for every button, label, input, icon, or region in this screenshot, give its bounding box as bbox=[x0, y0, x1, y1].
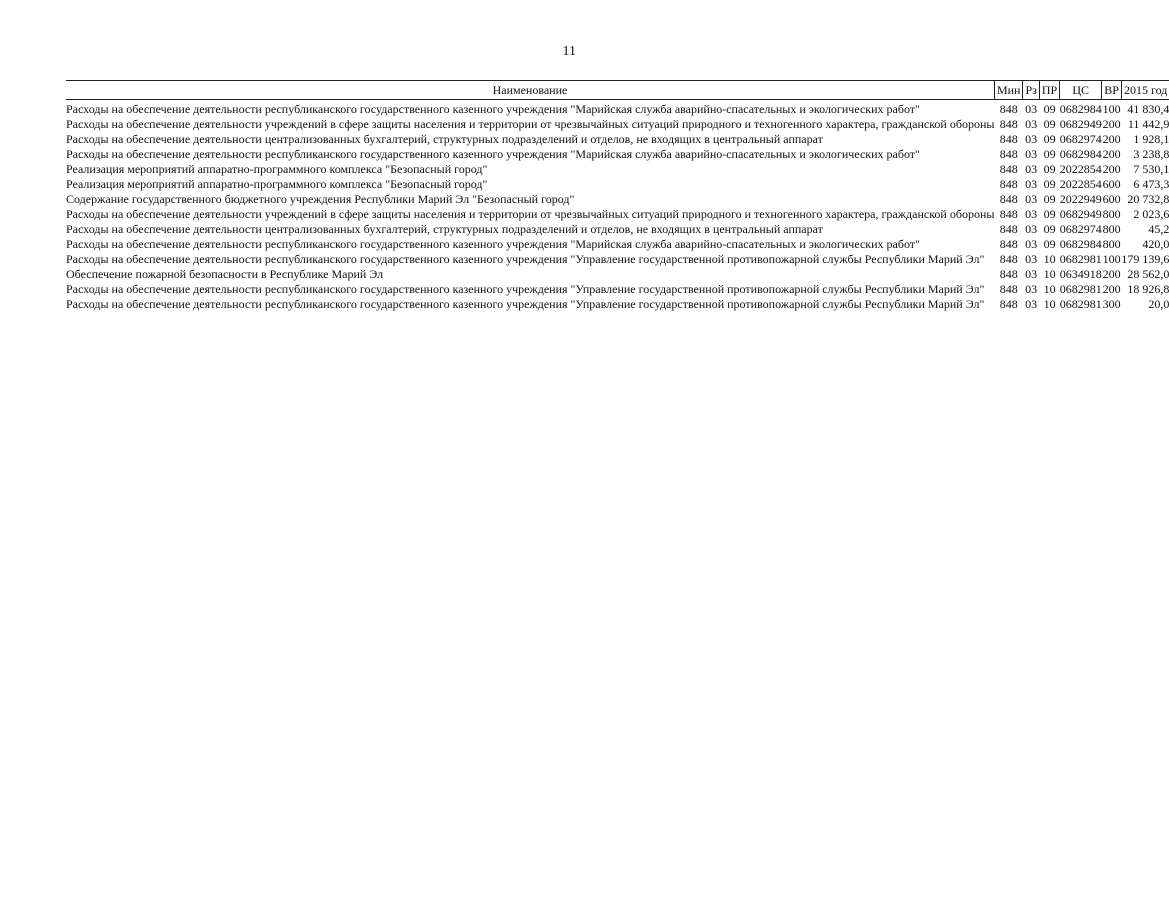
row-amount: 41 830,4 bbox=[1127, 102, 1169, 116]
table-row bbox=[66, 283, 1169, 298]
row-name: Расходы на обеспечение деятельности учреждений в сфере защиты населения и территории от чрезвычайных ситуаций природного и техногенного характера, гражданской обороны bbox=[66, 117, 995, 131]
row-amount: 2 023,6 bbox=[1133, 207, 1169, 221]
row-rz: 03 bbox=[1025, 282, 1038, 296]
row-min: 848 bbox=[999, 162, 1018, 176]
table-row bbox=[66, 148, 1169, 163]
table-row bbox=[66, 208, 1169, 223]
row-min: 848 bbox=[999, 297, 1018, 311]
table-row bbox=[66, 133, 1169, 148]
row-vr: 200 bbox=[1102, 267, 1121, 281]
row-cs: 0682981 bbox=[1059, 252, 1102, 266]
row-amount: 179 139,6 bbox=[1121, 252, 1169, 266]
row-name: Расходы на обеспечение деятельности республиканского государственного казенного учреждения "Управление государственной противопожарной службы Республики Марий Эл" bbox=[66, 282, 985, 296]
row-pr: 09 bbox=[1043, 132, 1056, 146]
row-amount: 420,0 bbox=[1142, 237, 1169, 251]
row-amount: 20 732,8 bbox=[1127, 192, 1169, 206]
row-min: 848 bbox=[999, 132, 1018, 146]
row-amount: 7 530,1 bbox=[1133, 162, 1169, 176]
row-rz: 03 bbox=[1025, 222, 1038, 236]
table-row bbox=[66, 238, 1169, 253]
row-pr: 09 bbox=[1043, 117, 1056, 131]
row-rz: 03 bbox=[1025, 192, 1038, 206]
row-min: 848 bbox=[999, 252, 1018, 266]
row-min: 848 bbox=[999, 102, 1018, 116]
row-vr: 200 bbox=[1102, 162, 1121, 176]
row-rz: 03 bbox=[1025, 297, 1038, 311]
row-pr: 09 bbox=[1043, 222, 1056, 236]
row-pr: 10 bbox=[1043, 297, 1056, 311]
row-vr: 300 bbox=[1102, 297, 1121, 311]
row-cs: 2022854 bbox=[1059, 177, 1102, 191]
row-rz: 03 bbox=[1025, 117, 1038, 131]
row-amount: 20,0 bbox=[1148, 297, 1169, 311]
row-min: 848 bbox=[999, 282, 1018, 296]
row-rz: 03 bbox=[1025, 237, 1038, 251]
row-name: Расходы на обеспечение деятельности централизованных бухгалтерий, структурных подразделений и отделов, не входящих в центральный аппарат bbox=[66, 222, 823, 236]
row-vr: 200 bbox=[1102, 132, 1121, 146]
row-amount: 3 238,8 bbox=[1133, 147, 1169, 161]
row-name: Реализация мероприятий аппаратно-программного комплекса "Безопасный город" bbox=[66, 177, 488, 191]
row-min: 848 bbox=[999, 177, 1018, 191]
row-rz: 03 bbox=[1025, 177, 1038, 191]
table-row bbox=[66, 100, 1169, 119]
row-cs: 0682984 bbox=[1059, 102, 1102, 116]
row-cs: 0682981 bbox=[1059, 297, 1102, 311]
row-amount: 18 926,8 bbox=[1127, 282, 1169, 296]
table-row bbox=[66, 298, 1169, 313]
budget-table bbox=[66, 80, 1169, 313]
row-min: 848 bbox=[999, 147, 1018, 161]
row-vr: 200 bbox=[1102, 282, 1121, 296]
row-amount: 1 928,1 bbox=[1133, 132, 1169, 146]
row-name: Расходы на обеспечение деятельности республиканского государственного казенного учреждения "Марийская служба аварийно-спасательных и экологических работ" bbox=[66, 102, 920, 116]
row-vr: 100 bbox=[1102, 102, 1121, 116]
row-min: 848 bbox=[999, 237, 1018, 251]
row-rz: 03 bbox=[1025, 132, 1038, 146]
row-vr: 800 bbox=[1102, 222, 1121, 236]
row-pr: 10 bbox=[1043, 252, 1056, 266]
row-vr: 600 bbox=[1102, 192, 1121, 206]
row-amount: 6 473,3 bbox=[1133, 177, 1169, 191]
page-number: 11 bbox=[562, 44, 576, 59]
row-min: 848 bbox=[999, 207, 1018, 221]
row-min: 848 bbox=[999, 267, 1018, 281]
row-name: Расходы на обеспечение деятельности учреждений в сфере защиты населения и территории от чрезвычайных ситуаций природного и техногенного характера, гражданской обороны bbox=[66, 207, 995, 221]
row-amount: 28 562,0 bbox=[1127, 267, 1169, 281]
row-rz: 03 bbox=[1025, 252, 1038, 266]
row-vr: 800 bbox=[1102, 207, 1121, 221]
table-header-row bbox=[66, 81, 1169, 100]
header-vr: ВР bbox=[1102, 81, 1122, 100]
table-body bbox=[66, 100, 1169, 314]
header-cs: ЦС bbox=[1060, 81, 1102, 100]
row-name: Расходы на обеспечение деятельности республиканского государственного казенного учреждения "Марийская служба аварийно-спасательных и экологических работ" bbox=[66, 147, 920, 161]
row-cs: 0634918 bbox=[1059, 267, 1102, 281]
table-row bbox=[66, 118, 1169, 133]
row-pr: 09 bbox=[1043, 147, 1056, 161]
table-row bbox=[66, 163, 1169, 178]
row-min: 848 bbox=[999, 117, 1018, 131]
table-row bbox=[66, 268, 1169, 283]
row-pr: 09 bbox=[1043, 102, 1056, 116]
row-amount: 11 442,9 bbox=[1127, 117, 1169, 131]
row-name: Расходы на обеспечение деятельности республиканского государственного казенного учреждения "Управление государственной противопожарной службы Республики Марий Эл" bbox=[66, 297, 985, 311]
row-amount: 45,2 bbox=[1148, 222, 1169, 236]
row-pr: 10 bbox=[1043, 267, 1056, 281]
row-name: Расходы на обеспечение деятельности республиканского государственного казенного учреждения "Управление государственной противопожарной службы Республики Марий Эл" bbox=[66, 252, 985, 266]
row-name: Расходы на обеспечение деятельности централизованных бухгалтерий, структурных подразделений и отделов, не входящих в центральный аппарат bbox=[66, 132, 823, 146]
row-vr: 100 bbox=[1102, 252, 1121, 266]
row-rz: 03 bbox=[1025, 147, 1038, 161]
row-name: Расходы на обеспечение деятельности республиканского государственного казенного учреждения "Марийская служба аварийно-спасательных и экологических работ" bbox=[66, 237, 920, 251]
row-cs: 2022949 bbox=[1059, 192, 1102, 206]
row-cs: 0682984 bbox=[1059, 237, 1102, 251]
header-name: Наименование bbox=[66, 81, 994, 100]
row-pr: 10 bbox=[1043, 282, 1056, 296]
row-cs: 0682974 bbox=[1059, 222, 1102, 236]
row-pr: 09 bbox=[1043, 207, 1056, 221]
row-cs: 0682981 bbox=[1059, 282, 1102, 296]
table-row bbox=[66, 223, 1169, 238]
row-rz: 03 bbox=[1025, 162, 1038, 176]
row-rz: 03 bbox=[1025, 207, 1038, 221]
row-vr: 600 bbox=[1102, 177, 1121, 191]
table-row bbox=[66, 178, 1169, 193]
row-cs: 0682949 bbox=[1059, 117, 1102, 131]
header-pr: ПР bbox=[1039, 81, 1059, 100]
table-row bbox=[66, 193, 1169, 208]
row-min: 848 bbox=[999, 192, 1018, 206]
row-name: Обеспечение пожарной безопасности в Республике Марий Эл bbox=[66, 267, 384, 281]
row-vr: 800 bbox=[1102, 237, 1121, 251]
row-vr: 200 bbox=[1102, 117, 1121, 131]
row-name: Реализация мероприятий аппаратно-программного комплекса "Безопасный город" bbox=[66, 162, 488, 176]
row-cs: 0682984 bbox=[1059, 147, 1102, 161]
row-vr: 200 bbox=[1102, 147, 1121, 161]
row-pr: 09 bbox=[1043, 162, 1056, 176]
row-rz: 03 bbox=[1025, 102, 1038, 116]
row-cs: 2022854 bbox=[1059, 162, 1102, 176]
header-min: Мин bbox=[994, 81, 1023, 100]
row-min: 848 bbox=[999, 222, 1018, 236]
row-pr: 09 bbox=[1043, 237, 1056, 251]
row-name: Содержание государственного бюджетного учреждения Республики Марий Эл "Безопасный город" bbox=[66, 192, 575, 206]
row-pr: 09 bbox=[1043, 177, 1056, 191]
header-year: 2015 год bbox=[1121, 81, 1169, 100]
row-rz: 03 bbox=[1025, 267, 1038, 281]
row-cs: 0682974 bbox=[1059, 132, 1102, 146]
header-rz: Рз bbox=[1023, 81, 1039, 100]
row-cs: 0682949 bbox=[1059, 207, 1102, 221]
row-pr: 09 bbox=[1043, 192, 1056, 206]
table-row bbox=[66, 253, 1169, 268]
